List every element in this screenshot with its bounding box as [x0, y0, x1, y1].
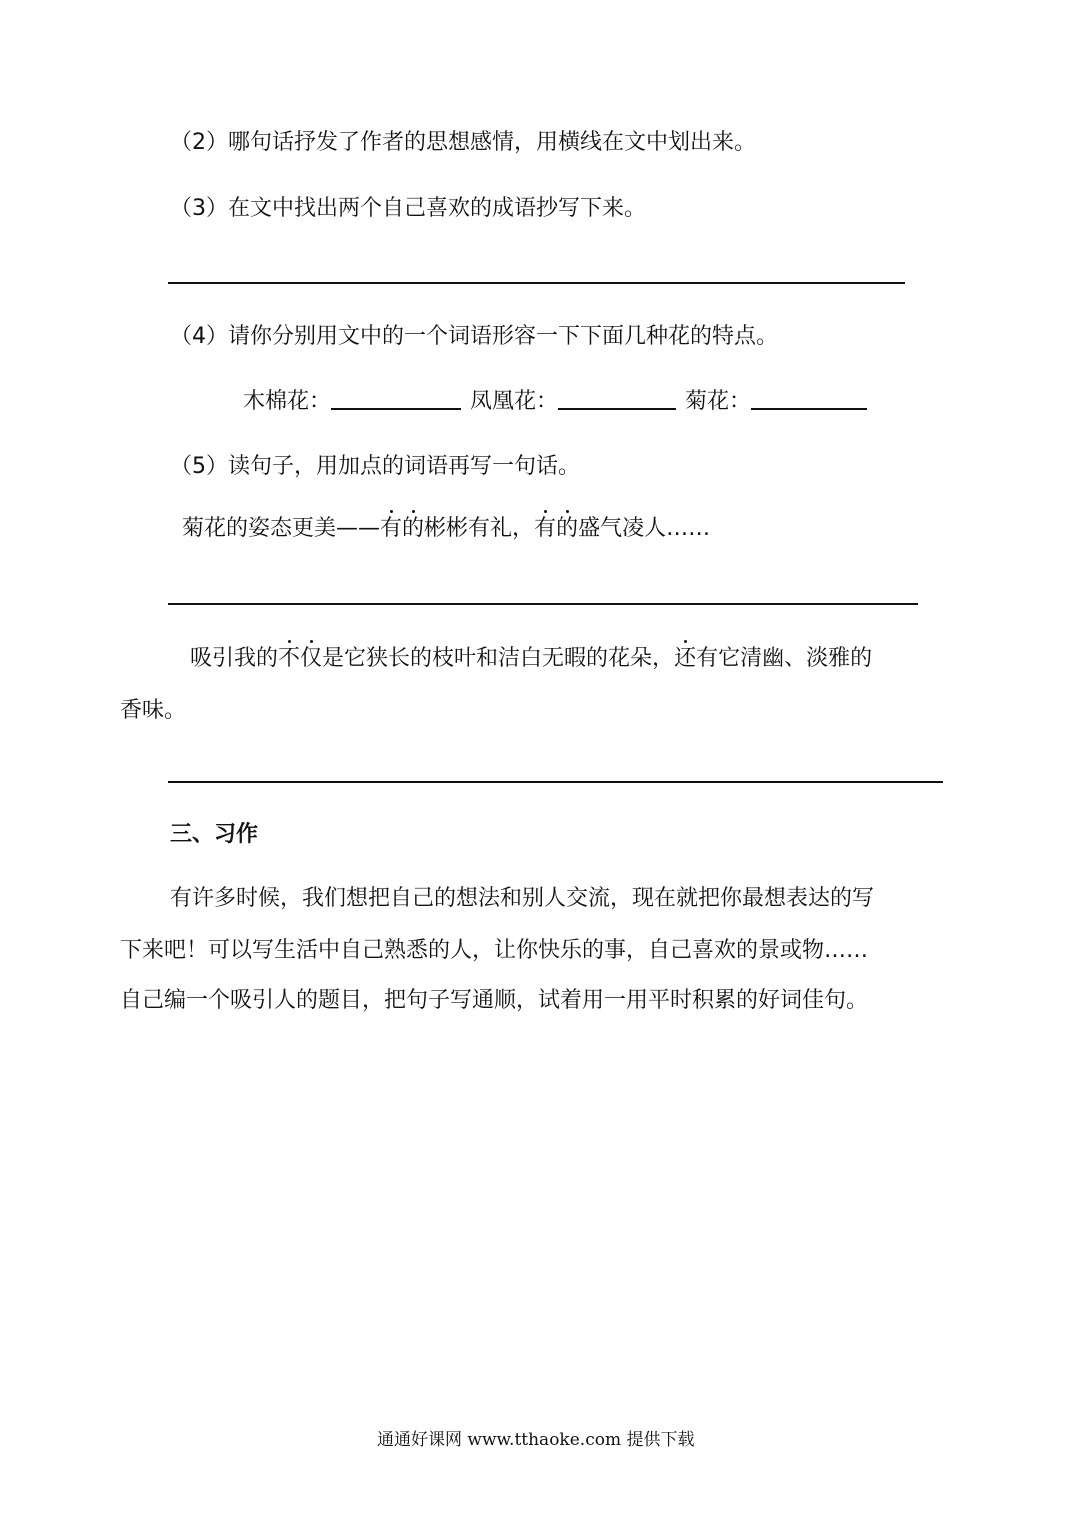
answer-line-q5[interactable]	[168, 603, 918, 605]
dotted-char-jin: 仅	[300, 644, 322, 674]
dotted-char-bu: 不	[278, 644, 300, 674]
flower-blanks-row	[243, 386, 867, 417]
blank-fenghuang[interactable]	[558, 386, 676, 410]
answer-line-q3[interactable]	[168, 282, 905, 284]
essay-line-2: 下来吧！可以写生活中自己熟悉的人，让你快乐的事，自己喜欢的景或物……	[120, 938, 869, 963]
example-text-1: 菊花的姿态更美——	[182, 516, 381, 541]
question-2: （2）哪句话抒发了作者的思想感情，用横线在文中划出来。	[170, 130, 756, 155]
dotted-char-you-2: 有	[534, 514, 556, 544]
sentence-line-2: 香味。	[120, 698, 187, 723]
section-3-heading: 三、习作	[170, 822, 259, 847]
example-text-2: 彬彬有礼，	[424, 516, 535, 541]
dotted-char-de-2: 的	[556, 514, 578, 544]
answer-line-sentence[interactable]	[168, 781, 943, 783]
blank-juhua[interactable]	[751, 386, 867, 410]
flower-label-fenghuang: 凤凰花：	[470, 389, 559, 414]
essay-line-3: 自己编一个吸引人的题目，把句子写通顺，试着用一用平时积累的好词佳句。	[120, 988, 869, 1013]
flower-label-juhua: 菊花：	[685, 389, 752, 414]
question-4: （4）请你分别用文中的一个词语形容一下下面几种花的特点。	[170, 324, 778, 349]
sentence-text-1: 吸引我的	[190, 646, 279, 671]
essay-line-1: 有许多时候，我们想把自己的想法和别人交流，现在就把你最想表达的写	[170, 886, 875, 911]
example-sentence	[182, 514, 710, 544]
sentence-text-2: 是它狭长的枝叶和洁白无暇的花朵，	[322, 646, 675, 671]
flower-label-mumian: 木棉花：	[243, 389, 332, 414]
dotted-char-de-1: 的	[402, 514, 424, 544]
dotted-char-hai: 还	[674, 644, 696, 674]
dotted-char-you-1: 有	[380, 514, 402, 544]
question-5: （5）读句子，用加点的词语再写一句话。	[170, 454, 580, 479]
blank-mumian[interactable]	[331, 386, 461, 410]
footer-credit: 通通好课网 www.tthaoke.com 提供下载	[377, 1430, 695, 1450]
question-3: （3）在文中找出两个自己喜欢的成语抄写下来。	[170, 196, 646, 221]
sentence-text-3: 有它清幽、淡雅的	[696, 646, 873, 671]
example-text-3: 盛气凌人……	[578, 516, 711, 541]
sentence-line-1	[190, 644, 872, 674]
